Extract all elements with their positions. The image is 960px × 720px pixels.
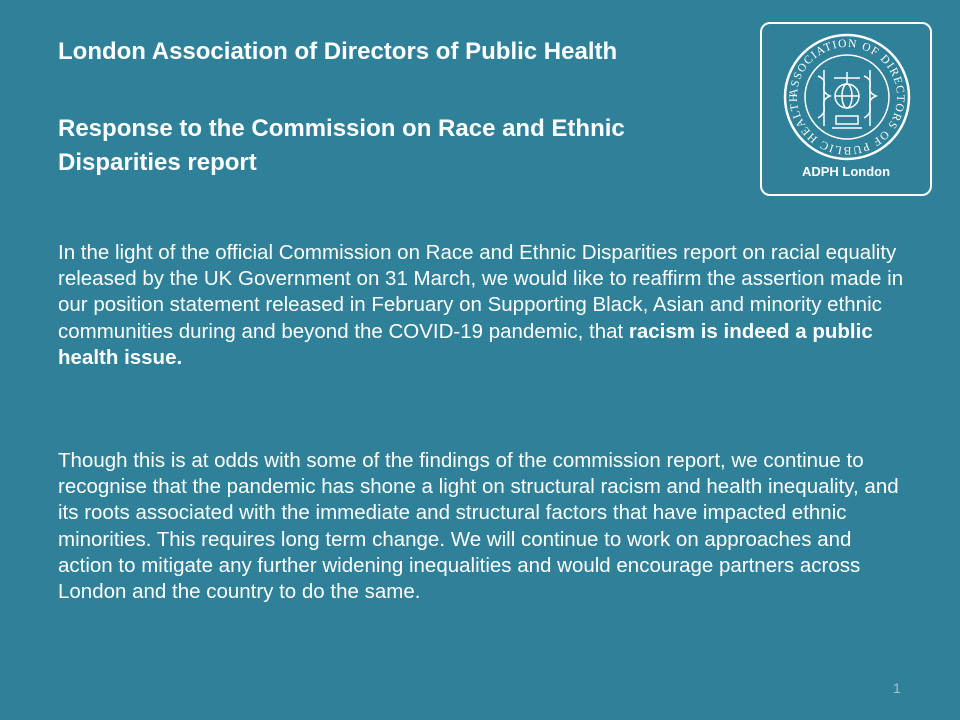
report-title: Response to the Commission on Race and Ethnic Disparities report: [58, 115, 625, 176]
organisation-title: London Association of Directors of Public Health: [58, 38, 618, 65]
page-number: 1: [893, 680, 901, 696]
logo-caption: ADPH London: [801, 164, 891, 179]
paragraph-1-emphasis: racism is indeed a public health issue.: [58, 319, 873, 369]
paragraph-1-text: In the light of the official Commission on Race and Ethnic Disparities report on racial equality released by the UK Government on 31 March, we would like to reaffirm the assertion made in our position statement released in February on Supporting Black, Asian and minority ethnic communities during and beyond the COVID-19 pandemic, that: [58, 241, 904, 343]
logo-ring-text: ASSOCIATION OF DIRECTORS OF PUBLIC HEALTH: [787, 37, 907, 157]
paragraph-1: [58, 240, 908, 371]
paragraph-2: Though this is at odds with some of the findings of the commission report, we continue to recognise that the pandemic has shone a light on structural racism and health inequality, and its roots associated with the immediate and structural factors that have impacted ethnic minorities. This requires long term change. We will continue to work on approaches and action to mitigate any further widening inequalities and would encourage partners across London and the country to do the same.: [58, 449, 899, 604]
adph-seal-icon: [782, 32, 912, 162]
adph-logo: [760, 22, 932, 196]
